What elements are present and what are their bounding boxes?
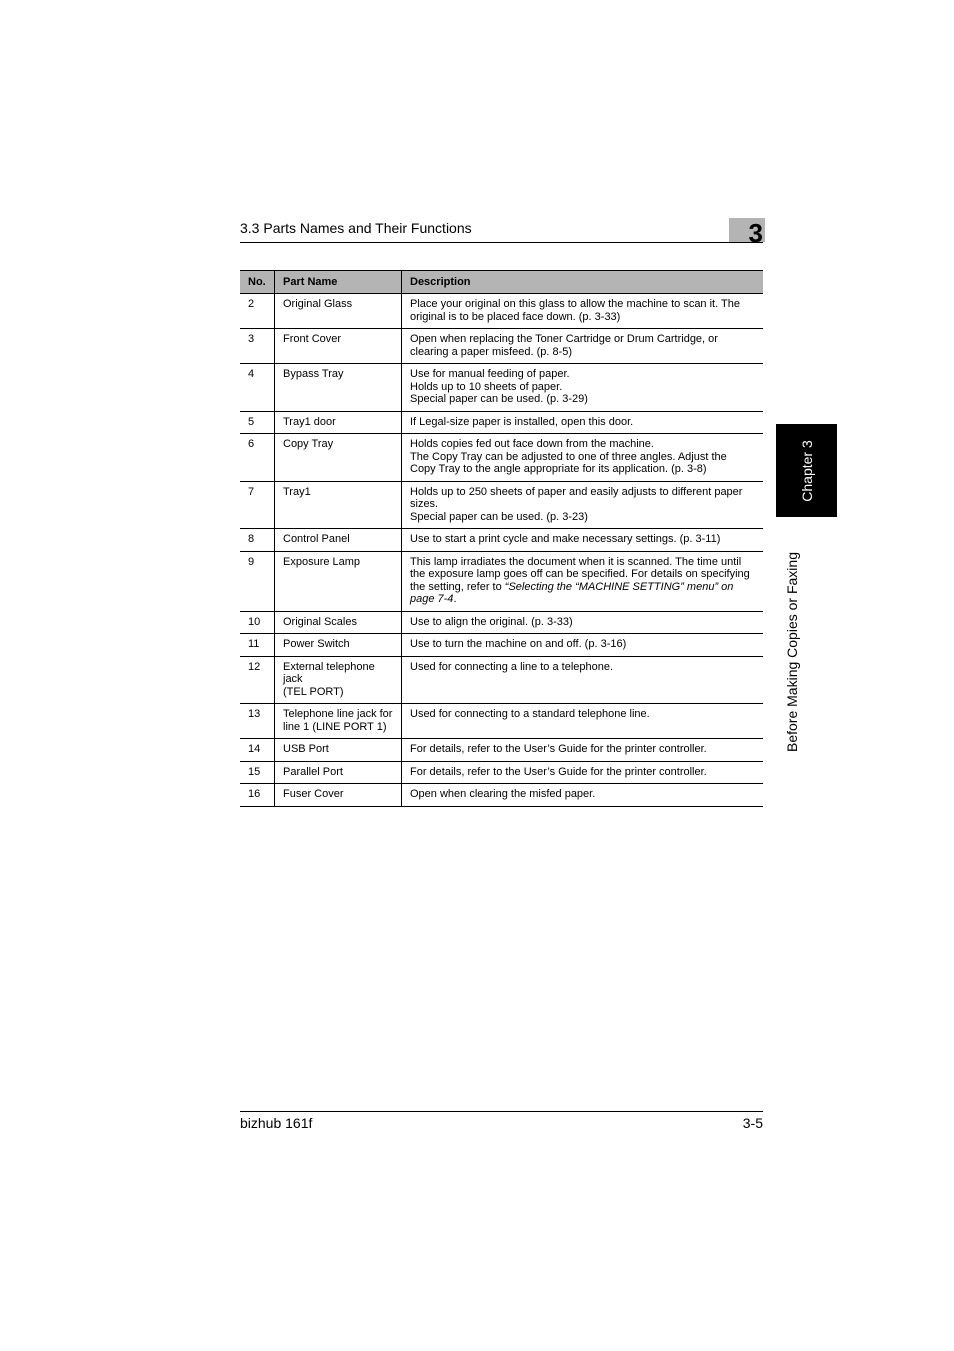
column-header-part-name: Part Name [275, 271, 402, 294]
chapter-title-tab: Before Making Copies or Faxing [784, 552, 800, 752]
part-name-line: Front Cover [283, 333, 342, 345]
table-row [240, 364, 763, 412]
table-row [240, 656, 763, 704]
part-name-line: Power Switch [283, 638, 350, 650]
chapter-tab [776, 424, 837, 517]
cell-no: 7 [240, 481, 275, 529]
table-row [240, 634, 763, 657]
table-row [240, 784, 763, 807]
cell-part-name [275, 739, 402, 762]
cell-no: 5 [240, 411, 275, 434]
description-line: Holds copies fed out face down from the machine. [410, 438, 654, 450]
cell-no: 6 [240, 434, 275, 482]
part-name-line: line 1 (LINE PORT 1) [283, 720, 387, 733]
cell-part-name [275, 329, 402, 364]
cell-no: 9 [240, 551, 275, 611]
cell-description [402, 529, 764, 552]
part-name-line: Fuser Cover [283, 788, 344, 800]
table-row [240, 294, 763, 329]
cell-no: 2 [240, 294, 275, 329]
cell-description [402, 294, 764, 329]
cell-description [402, 634, 764, 657]
column-header-no: No. [240, 271, 275, 294]
table-body [240, 294, 763, 807]
cell-description [402, 481, 764, 529]
part-name-line: Copy Tray [283, 438, 334, 450]
cell-part-name [275, 294, 402, 329]
section-title: 3.3 Parts Names and Their Functions [240, 220, 472, 236]
description-line: Open when replacing the Toner Cartridge or Drum Cartridge, or clearing a paper misfeed. (p. 8-5) [410, 333, 718, 358]
cell-no: 13 [240, 704, 275, 739]
part-name-line: Bypass Tray [283, 368, 344, 380]
cell-no: 16 [240, 784, 275, 807]
part-name-line: Original Glass [283, 298, 353, 310]
part-name-line: External telephone jack [283, 660, 375, 685]
description-end: . [453, 593, 457, 605]
cell-part-name [275, 634, 402, 657]
cell-part-name [275, 656, 402, 704]
cell-part-name [275, 364, 402, 412]
description-line: Holds up to 10 sheets of paper. [410, 380, 563, 393]
description-line: If Legal-size paper is installed, open this door. [410, 415, 634, 428]
product-name: bizhub 161f [240, 1115, 313, 1131]
chapter-number: 3 [748, 218, 763, 248]
cell-description [402, 739, 764, 762]
description-line: Use to turn the machine on and off. (p. 3-16) [410, 638, 627, 650]
cell-description [402, 611, 764, 634]
description-line: Use for manual feeding of paper. [410, 368, 570, 380]
description-line: Used for connecting to a standard telephone line. [410, 708, 650, 720]
cell-part-name [275, 434, 402, 482]
table-row [240, 761, 763, 784]
part-name-line: Control Panel [283, 533, 350, 545]
description-line: Holds up to 250 sheets of paper and easily adjusts to different paper sizes. [410, 485, 743, 510]
description-line: Open when clearing the misfed paper. [410, 788, 596, 800]
cell-no: 3 [240, 329, 275, 364]
cell-no: 10 [240, 611, 275, 634]
part-name-line: (TEL PORT) [283, 685, 344, 698]
cell-description [402, 784, 764, 807]
part-name-line: Exposure Lamp [283, 555, 361, 568]
table-row [240, 704, 763, 739]
cell-description [402, 551, 764, 611]
parts-table [240, 270, 763, 807]
table-row [240, 529, 763, 552]
cell-description [402, 704, 764, 739]
cell-description [402, 656, 764, 704]
table-row [240, 434, 763, 482]
footer-rule [240, 1111, 763, 1112]
cell-part-name [275, 551, 402, 611]
page-number: 3-5 [742, 1115, 763, 1131]
cell-no: 14 [240, 739, 275, 762]
description-line: Special paper can be used. (p. 3-29) [410, 393, 588, 405]
table-row [240, 739, 763, 762]
description-line: Special paper can be used. (p. 3-23) [410, 510, 588, 523]
cell-part-name [275, 704, 402, 739]
cell-no: 11 [240, 634, 275, 657]
cell-no: 12 [240, 656, 275, 704]
header-rule [240, 242, 763, 243]
cell-part-name [275, 411, 402, 434]
table-header-row [240, 271, 763, 294]
cell-description [402, 329, 764, 364]
chapter-tab-label: Chapter 3 [798, 439, 815, 502]
cell-part-name [275, 761, 402, 784]
cell-no: 8 [240, 529, 275, 552]
part-name-line: Parallel Port [283, 765, 343, 778]
description-line: The Copy Tray can be adjusted to one of three angles. Adjust the Copy Tray to the angle appropriate for its application. (p. 3-8) [410, 450, 727, 475]
chapter-number-box [729, 218, 765, 248]
cell-part-name [275, 481, 402, 529]
part-name-line: Original Scales [283, 615, 357, 628]
description-line: Use to align the original. (p. 3-33) [410, 615, 573, 628]
cell-description [402, 411, 764, 434]
cell-no: 15 [240, 761, 275, 784]
description-line: For details, refer to the User’s Guide for the printer controller. [410, 765, 707, 778]
cell-part-name [275, 529, 402, 552]
cross-reference: “Selecting the “MACHINE SETTING” menu” on page 7-4 [410, 580, 734, 605]
column-header-description: Description [402, 271, 764, 294]
cell-description [402, 434, 764, 482]
table-row [240, 551, 763, 611]
description-text: This lamp irradiates the document when it is scanned. The time until the exposure lamp goes off can be specified. For details on specifying the setting, refer to [410, 555, 750, 593]
part-name-line: Tray1 door [283, 415, 336, 428]
cell-description [402, 761, 764, 784]
description-line: Use to start a print cycle and make necessary settings. (p. 3-11) [410, 533, 721, 545]
table-row [240, 411, 763, 434]
cell-description [402, 364, 764, 412]
table-row [240, 611, 763, 634]
description-line: Used for connecting a line to a telephone. [410, 660, 614, 673]
table-row [240, 329, 763, 364]
description-line [410, 556, 755, 606]
part-name-line: Telephone line jack for [283, 708, 393, 720]
cell-part-name [275, 784, 402, 807]
cell-part-name [275, 611, 402, 634]
part-name-line: USB Port [283, 743, 329, 755]
description-line: Place your original on this glass to allow the machine to scan it. The original is to be placed face down. (p. 3-33) [410, 298, 740, 323]
cell-no: 4 [240, 364, 275, 412]
table-row [240, 481, 763, 529]
part-name-line: Tray1 [283, 485, 311, 498]
description-line: For details, refer to the User’s Guide for the printer controller. [410, 743, 707, 755]
